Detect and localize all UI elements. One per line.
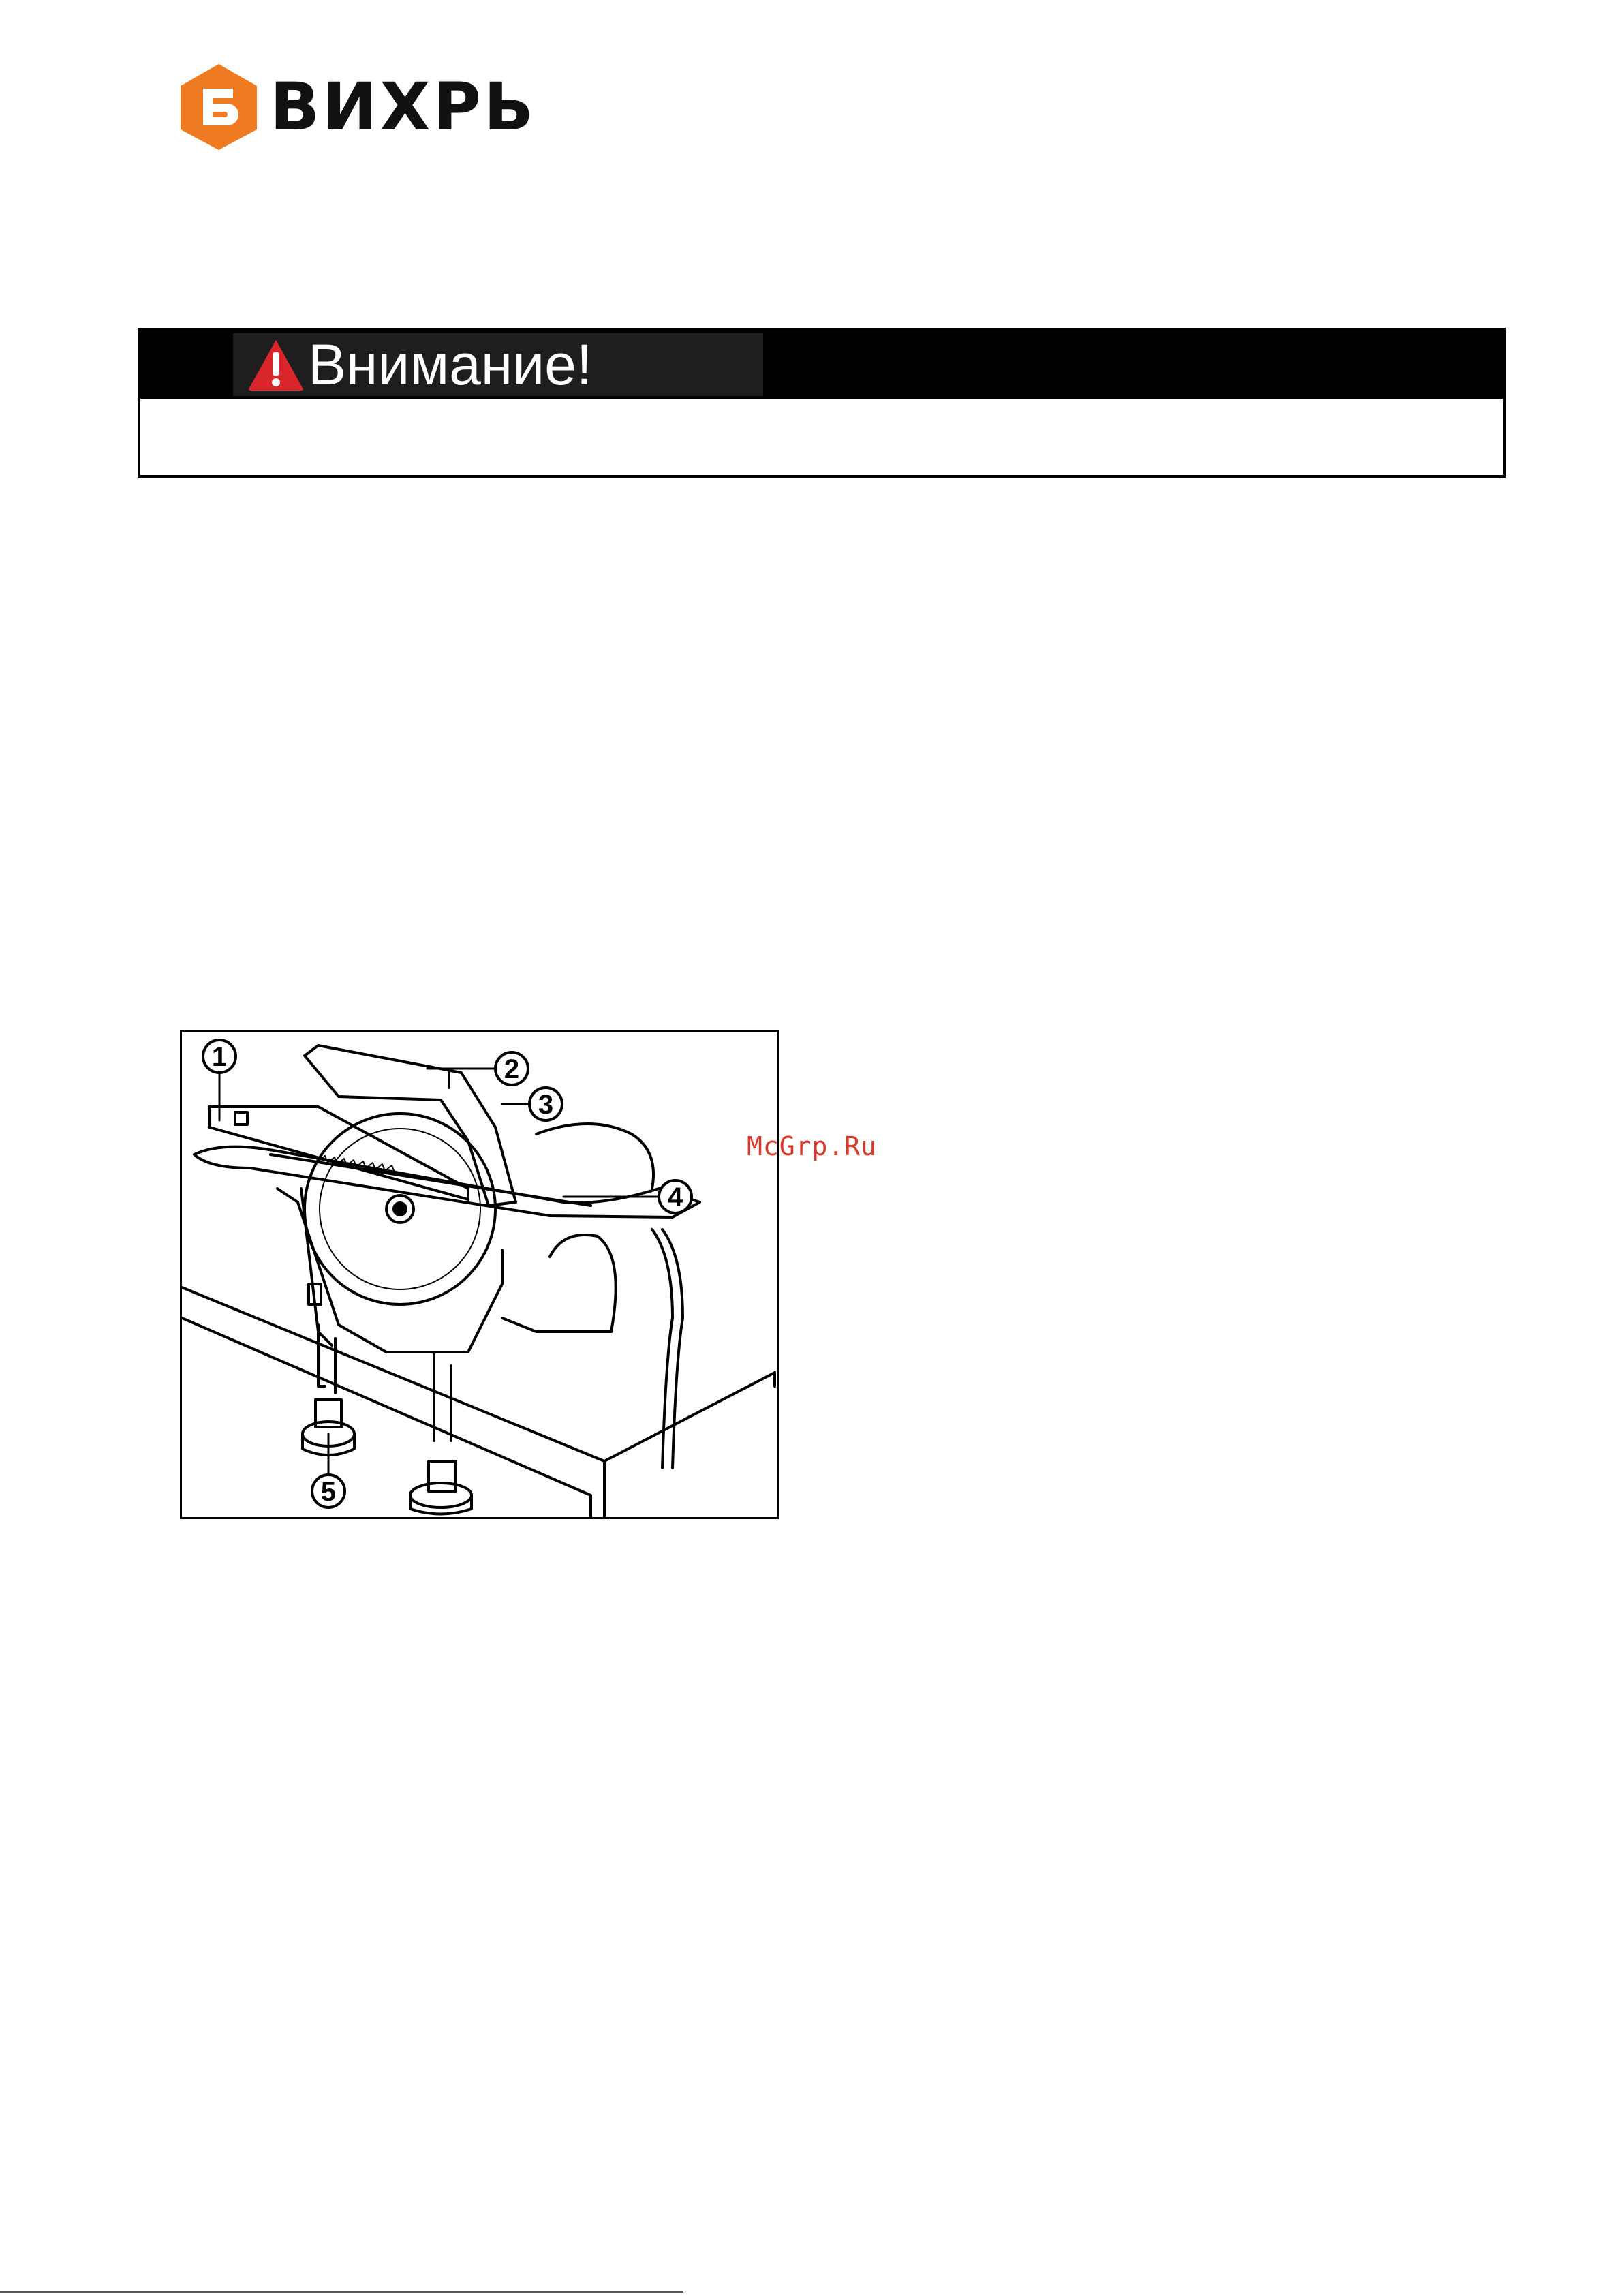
warning-title-box [233,333,763,396]
brand-name: ВИХРЬ [270,69,537,145]
callout-1 [203,1040,236,1073]
callout-2 [495,1052,528,1085]
svg-text:2: 2 [504,1054,520,1084]
footer-rule [0,2291,683,2293]
watermark: McGrp.Ru [747,1131,878,1161]
callout-3 [529,1088,562,1120]
warning-triangle-icon [247,337,305,392]
svg-text:5: 5 [320,1477,337,1507]
callout-4 [659,1180,692,1213]
warning-title: Внимание! [308,333,593,397]
callout-5 [312,1475,345,1507]
svg-text:1: 1 [211,1042,228,1072]
warning-header-bar [140,331,1503,399]
saw-figure [180,1030,779,1519]
warning-box [138,328,1506,478]
brand-hexagon-icon [174,63,263,151]
svg-text:4: 4 [667,1182,683,1212]
svg-text:3: 3 [538,1090,554,1120]
brand-logo [174,63,542,151]
saw-illustration [182,1032,779,1519]
